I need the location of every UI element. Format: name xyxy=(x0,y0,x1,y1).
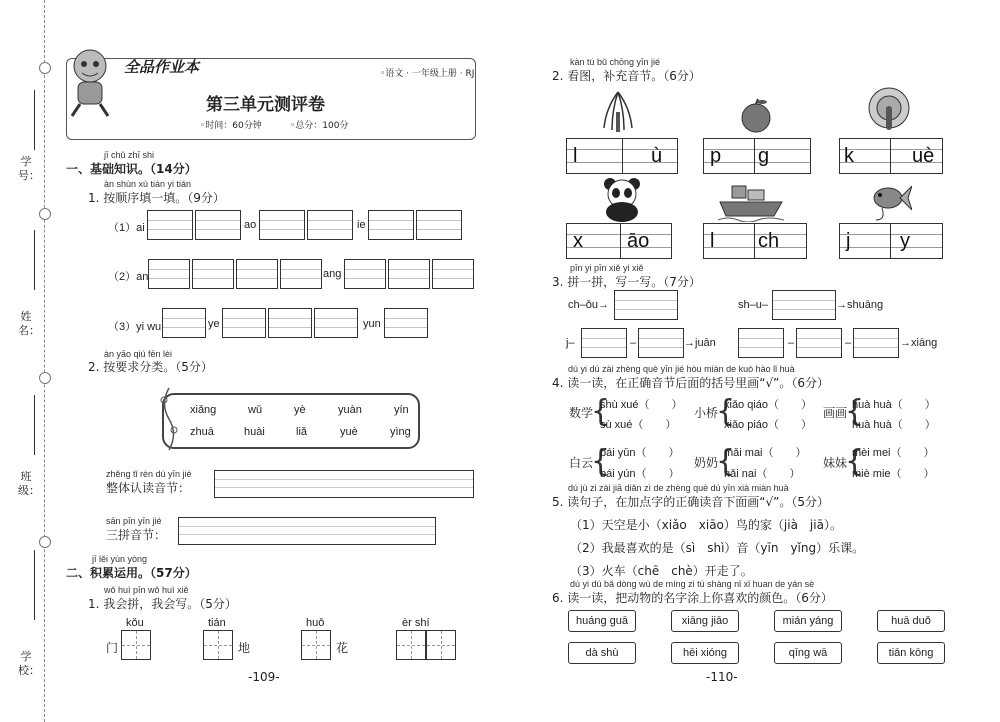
answer-writing-line[interactable] xyxy=(178,517,436,545)
pinyin-grid-box[interactable] xyxy=(148,259,190,289)
tian-grid-box[interactable] xyxy=(396,630,426,660)
total-score: ◦总分：100分 xyxy=(290,121,349,131)
question-title: 2. 按要求分类。（5分） xyxy=(88,360,213,374)
binding-hole xyxy=(39,208,51,220)
question-pinyin: àn yāo qiú fēn lèi xyxy=(104,349,173,359)
answer-label-pinyin: sān pīn yīn jié xyxy=(106,516,162,526)
question-pinyin: dú jù zi zài jiā diǎn zì de zhèng què dú yīn xià miàn huà xyxy=(568,483,789,493)
option-choice[interactable]: huà huà（ ） xyxy=(852,399,936,411)
pinyin-grid-box[interactable] xyxy=(738,328,784,358)
sentence[interactable]: （2）我最喜欢的是（sì shì）音（yīn yǐng）乐课。 xyxy=(570,541,865,555)
pinyin-grid-box[interactable] xyxy=(344,259,386,289)
syllable-grid xyxy=(566,138,678,174)
question-title: 4. 读一读，在正确音节后面的括号里画“√”。（6分） xyxy=(552,376,829,390)
word-hanzi: 奶奶 xyxy=(694,456,719,470)
given-final: y xyxy=(900,230,910,252)
question-pinyin: àn shùn xù tián yi tián xyxy=(104,179,192,189)
vine-decoration-icon xyxy=(158,386,180,452)
time-info: ◦时间：60分钟 xyxy=(200,121,262,131)
subject-info: ◦语文 · 一年级上册 · RJ xyxy=(380,69,475,79)
syllable-grid xyxy=(839,138,943,174)
question-pinyin: pīn yi pīn xiě yi xiě xyxy=(570,263,644,273)
pinyin-grid-box[interactable] xyxy=(384,308,428,338)
section-pinyin: jī lěi yùn yòng xyxy=(92,554,148,564)
word-card[interactable]: tiān kōng xyxy=(877,642,945,664)
given-final: ù xyxy=(651,145,663,167)
tian-grid-box[interactable] xyxy=(301,630,331,660)
pinyin-grid-box[interactable] xyxy=(432,259,474,289)
given-initial: x xyxy=(573,230,583,252)
word-card[interactable]: dà shù xyxy=(568,642,636,664)
answer-label: 整体认读音节： xyxy=(106,481,191,495)
student-id-line xyxy=(34,90,35,150)
given-initial: j xyxy=(846,230,851,252)
option-choice[interactable]: nǎi nai（ ） xyxy=(724,468,801,480)
school-label: 学 校： xyxy=(18,650,40,677)
pinyin-grid-box[interactable] xyxy=(192,259,234,289)
option-choice[interactable]: sù xué（ ） xyxy=(600,419,677,431)
tian-grid-box[interactable] xyxy=(203,630,233,660)
syllable-item: yè xyxy=(294,404,306,416)
given-initial: l xyxy=(710,230,715,252)
syllable-item: liǎ xyxy=(296,426,308,438)
pinyin-grid-box[interactable] xyxy=(307,210,353,240)
brace-icon: { xyxy=(591,444,611,479)
brace-icon: { xyxy=(591,394,611,429)
word-card[interactable]: huā duǒ xyxy=(877,610,945,632)
syllable-item: yuè xyxy=(340,426,358,438)
spelling-prompt: ch–ǒu→ xyxy=(568,299,609,311)
sentence[interactable]: （1）天空是小（xiǎo xiāo）鸟的家（jià jiā）。 xyxy=(570,518,842,532)
given-initial: k xyxy=(844,145,854,167)
option-choice[interactable]: mǎi mai（ ） xyxy=(724,447,807,459)
option-choice[interactable]: xiǎo qiáo（ ） xyxy=(724,399,813,411)
given-hanzi: 地 xyxy=(238,641,251,655)
question-title: 5. 读句子，在加点字的正确读音下面画“√”。（5分） xyxy=(552,495,829,509)
binding-line xyxy=(44,0,45,722)
given-syllable: ang xyxy=(323,268,342,280)
pinyin-grid-box[interactable] xyxy=(259,210,305,240)
pinyin-grid-box[interactable] xyxy=(162,308,206,338)
given-final: āo xyxy=(627,230,650,252)
mascot-icon xyxy=(60,44,120,120)
brace-icon: { xyxy=(716,394,736,429)
spelling-dash: – xyxy=(845,337,852,349)
pinyin-grid-box[interactable] xyxy=(236,259,278,289)
question-title: 1. 我会拼，我会写。（5分） xyxy=(88,597,237,611)
given-final: uè xyxy=(912,145,935,167)
apple-icon xyxy=(738,98,774,134)
hanzi-pinyin: kǒu xyxy=(126,617,144,629)
word-card[interactable]: hēi xióng xyxy=(671,642,739,664)
row-label: （1）ai xyxy=(108,222,145,234)
answer-writing-line[interactable] xyxy=(214,470,474,498)
school-line xyxy=(34,550,35,620)
syllable-grid xyxy=(703,223,807,259)
pinyin-grid-box[interactable] xyxy=(796,328,842,358)
pinyin-grid-box[interactable] xyxy=(638,328,684,358)
question-title: 2. 看图，补充音节。（6分） xyxy=(552,69,701,83)
given-hanzi: 花 xyxy=(336,641,349,655)
class-line xyxy=(34,395,35,455)
pinyin-grid-box[interactable] xyxy=(147,210,193,240)
pinyin-grid-box[interactable] xyxy=(280,259,322,289)
class-label: 班 级： xyxy=(18,470,40,497)
syllable-item: zhuā xyxy=(190,426,214,438)
given-syllable: ye xyxy=(208,318,220,330)
tian-grid-box[interactable] xyxy=(121,630,151,660)
willow-tree-icon xyxy=(598,88,638,134)
brace-icon: { xyxy=(845,444,865,479)
word-hanzi: 小桥 xyxy=(694,406,719,420)
brand-logo: 全品作业本 xyxy=(124,58,200,76)
question-pinyin: wǒ huì pīn wǒ huì xiě xyxy=(104,585,189,595)
question-pinyin: dú yi dú bǎ dòng wù de míng zi tú shàng nǐ xǐ huan de yán sè xyxy=(570,579,815,589)
page-number: -110- xyxy=(706,670,738,684)
question-pinyin: dú yi dú zài zhèng què yīn jié hòu miàn de kuò hào lǐ huà xyxy=(568,364,795,374)
pinyin-grid-box[interactable] xyxy=(222,308,266,338)
given-final: g xyxy=(758,145,770,167)
sentence[interactable]: （3）火车（chē chè）开走了。 xyxy=(570,564,753,578)
answer-label-pinyin: zhěng tǐ rèn dú yīn jié xyxy=(106,469,192,479)
given-initial: p xyxy=(710,145,722,167)
question-pinyin: kàn tú bǔ chōng yīn jié xyxy=(570,57,661,67)
section-title: 二、积累运用。（57分） xyxy=(66,566,197,580)
option-choice[interactable]: shù xué（ ） xyxy=(600,399,683,411)
option-choice[interactable]: bái yún（ ） xyxy=(600,468,680,480)
option-choice[interactable]: xiǎo piáo（ ） xyxy=(724,419,813,431)
page-title: 第三单元测评卷 xyxy=(206,95,325,115)
section-pinyin: jī chǔ zhī shi xyxy=(104,150,155,160)
brace-icon: { xyxy=(716,444,736,479)
row-label: （2）an xyxy=(108,271,149,283)
syllable-item: xiǎng xyxy=(190,404,217,416)
given-syllable: yun xyxy=(363,318,381,330)
syllable-item: huài xyxy=(244,426,265,438)
option-choice[interactable]: huà huà（ ） xyxy=(852,419,936,431)
pinyin-grid-box[interactable] xyxy=(416,210,462,240)
word-card[interactable]: huáng guā xyxy=(568,610,636,632)
given-hanzi: 门 xyxy=(106,641,119,655)
syllable-item: yuàn xyxy=(338,404,362,416)
option-choice[interactable]: miè mie（ ） xyxy=(852,468,935,480)
student-id-label: 学 号： xyxy=(18,155,40,182)
word-hanzi: 白云 xyxy=(569,456,594,470)
pinyin-grid-box[interactable] xyxy=(195,210,241,240)
word-hanzi: 数学 xyxy=(569,406,594,420)
syllable-grid xyxy=(703,138,811,174)
word-hanzi: 画画 xyxy=(823,406,848,420)
syllable-grid xyxy=(566,223,672,259)
pinyin-grid-box[interactable] xyxy=(314,308,358,338)
binding-hole xyxy=(39,62,51,74)
spelling-dash: – xyxy=(630,337,637,349)
pinyin-grid-box[interactable] xyxy=(614,290,678,320)
question-title: 3. 拼一拼，写一写。（7分） xyxy=(552,275,701,289)
option-choice[interactable]: mèi mei（ ） xyxy=(852,447,935,459)
ship-icon xyxy=(718,180,784,222)
section-title: 一、基础知识。（14分） xyxy=(66,162,197,176)
answer-label: 三拼音节： xyxy=(106,528,167,542)
word-card[interactable]: mián yáng xyxy=(774,610,842,632)
given-syllable: ao xyxy=(244,219,257,231)
word-card[interactable]: xiāng jiāo xyxy=(671,610,739,632)
option-choice[interactable]: bái yǔn（ ） xyxy=(600,447,680,459)
syllable-box xyxy=(162,393,420,449)
given-final: ch xyxy=(758,230,780,252)
syllable-item: yìng xyxy=(390,426,411,438)
given-syllable: ie xyxy=(357,219,366,231)
syllable-item: wǔ xyxy=(248,404,263,416)
pinyin-grid-box[interactable] xyxy=(772,290,836,320)
tian-grid-box[interactable] xyxy=(426,630,456,660)
pinyin-grid-box[interactable] xyxy=(268,308,312,338)
spelling-dash: – xyxy=(788,337,795,349)
spelling-result: →juān xyxy=(684,337,716,349)
pinyin-grid-box[interactable] xyxy=(581,328,627,358)
brace-icon: { xyxy=(845,394,865,429)
question-title: 6. 读一读，把动物的名字涂上你喜欢的颜色。（6分） xyxy=(552,591,833,605)
spelling-prompt: j– xyxy=(566,337,575,349)
pinyin-grid-box[interactable] xyxy=(853,328,899,358)
hanzi-pinyin: èr shí xyxy=(402,617,430,629)
row-label: （3）yi wu xyxy=(108,321,162,333)
hanzi-pinyin: huǒ xyxy=(306,617,325,629)
spelling-result: →xiāng xyxy=(900,337,938,349)
spelling-prompt: sh–u– xyxy=(738,299,768,311)
pinyin-grid-box[interactable] xyxy=(368,210,414,240)
peacock-icon xyxy=(866,86,912,134)
name-line xyxy=(34,230,35,290)
goldfish-icon xyxy=(868,180,912,222)
word-hanzi: 妹妹 xyxy=(823,456,848,470)
binding-hole xyxy=(39,372,51,384)
given-initial: l xyxy=(573,145,578,167)
spelling-result: →shuāng xyxy=(836,299,884,311)
question-title: 1. 按顺序填一填。（9分） xyxy=(88,191,225,205)
hanzi-pinyin: tián xyxy=(208,617,226,629)
syllable-item: yín xyxy=(394,404,409,416)
word-card[interactable]: qīng wā xyxy=(774,642,842,664)
page-number: -109- xyxy=(248,670,280,684)
syllable-grid xyxy=(839,223,943,259)
binding-hole xyxy=(39,536,51,548)
name-label: 姓 名： xyxy=(18,310,40,337)
pinyin-grid-box[interactable] xyxy=(388,259,430,289)
panda-icon xyxy=(600,176,644,222)
